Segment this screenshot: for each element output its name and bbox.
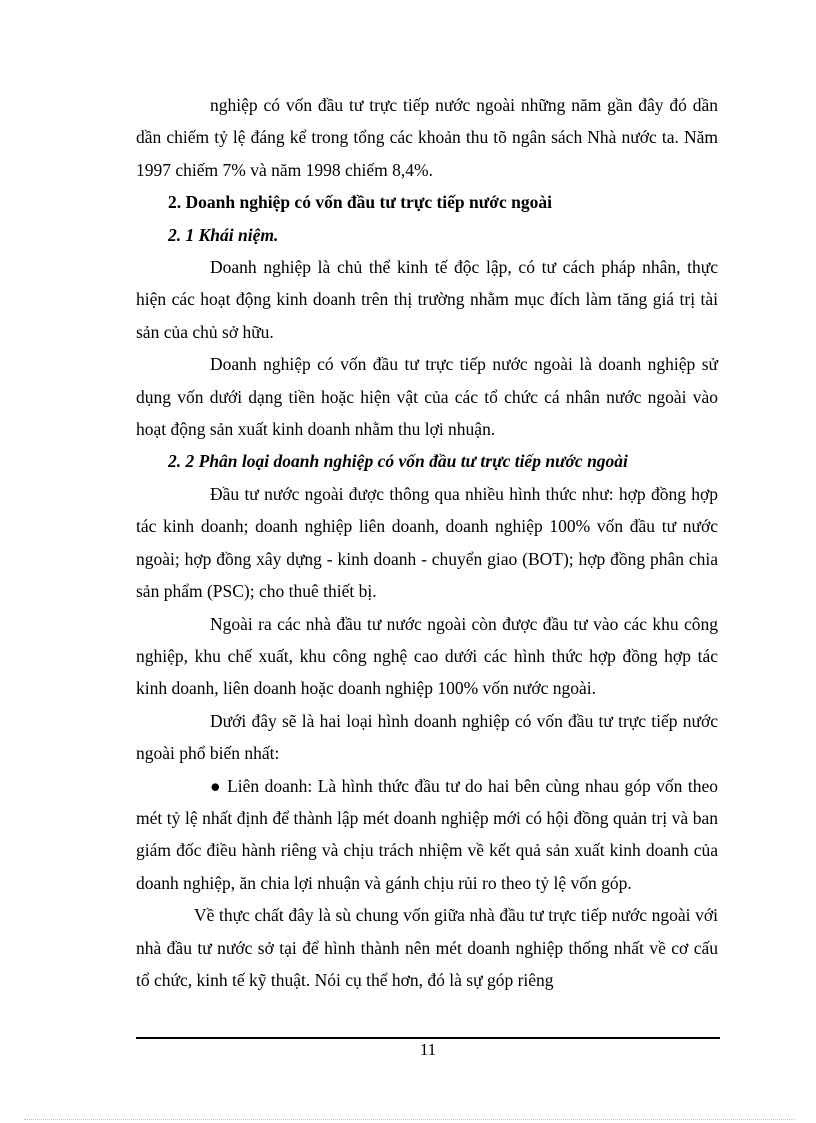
page-body bbox=[136, 89, 718, 996]
footer-divider bbox=[136, 1037, 720, 1039]
bullet-joint-venture: ● Liên doanh: Là hình thức đầu tư do hai bên cùng nhau góp vốn theo mét tỷ lệ nhất định để thành lập mét doanh nghiệp mới có hội đồng quản trị và ban giám đốc điều hành riêng và chịu trách nhiệm về kết quả sản xuất kinh doanh của doanh nghiệp, ăn chia lợi nhuận và gánh chịu rủi ro theo tỷ lệ vốn góp. bbox=[136, 775, 718, 893]
paragraph-industrial-zones: Ngoài ra các nhà đầu tư nước ngoài còn được đầu tư vào các khu công nghiệp, khu chế xuất, khu công nghệ cao dưới các hình thức hợp đồng hợp tác kinh doanh, liên doanh hoặc doanh nghiệp 100% vốn nước ngoài. bbox=[136, 613, 718, 699]
paragraph-two-types-intro: Dưới đây sẽ là hai loại hình doanh nghiệp có vốn đầu tư trực tiếp nước ngoài phổ biến nhất: bbox=[136, 710, 718, 764]
subsection-heading-classification: 2. 2 Phân loại doanh nghiệp có vốn đầu tư trực tiếp nước ngoài bbox=[168, 451, 628, 472]
paragraph-fdi-enterprise-definition: Doanh nghiệp có vốn đầu tư trực tiếp nước ngoài là doanh nghiệp sử dụng vốn dưới dạng tiền hoặc hiện vật của các tổ chức cá nhân nước ngoài vào hoạt động sản xuất kinh doanh nhằm thu lợi nhuận. bbox=[136, 354, 718, 440]
page-bottom-dotted-edge bbox=[24, 1119, 794, 1120]
subsection-heading-concept: 2. 1 Khái niệm. bbox=[168, 224, 279, 245]
section-heading-fdi-enterprise: 2. Doanh nghiệp có vốn đầu tư trực tiếp nước ngoài bbox=[168, 192, 552, 213]
paragraph-investment-forms: Đầu tư nước ngoài được thông qua nhiều hình thức như: hợp đồng hợp tác kinh doanh; doanh nghiệp liên doanh, doanh nghiệp 100% vốn đầu tư nước ngoài; hợp đồng xây dựng - kinh doanh - chuyển giao (BOT); hợp đồng phân chia sản phẩm (PSC); cho thuê thiết bị. bbox=[136, 483, 718, 602]
paragraph-joint-venture-essence: Về thực chất đây là sù chung vốn giữa nhà đầu tư trực tiếp nước ngoài với nhà đầu tư nước sở tại để hình thành nên mét doanh nghiệp thống nhất về cơ cấu tổ chức, kinh tế kỹ thuật. Nói cụ thể hơn, đó là sự góp riêng bbox=[136, 905, 718, 990]
paragraph-enterprise-definition: Doanh nghiệp là chủ thể kinh tế độc lập, có tư cách pháp nhân, thực hiện các hoạt động kinh doanh trên thị trường nhằm mục đích làm tăng giá trị tài sản của chủ sở hữu. bbox=[136, 257, 718, 342]
page-number: 11 bbox=[419, 1040, 437, 1059]
paragraph-revenue-share: nghiệp có vốn đầu tư trực tiếp nước ngoài những năm gần đây đó dần dần chiếm tỷ lệ đáng kể trong tổng các khoản thu tõ ngân sách Nhà nước ta. Năm 1997 chiếm 7% và năm 1998 chiếm 8,4%. bbox=[136, 95, 718, 180]
